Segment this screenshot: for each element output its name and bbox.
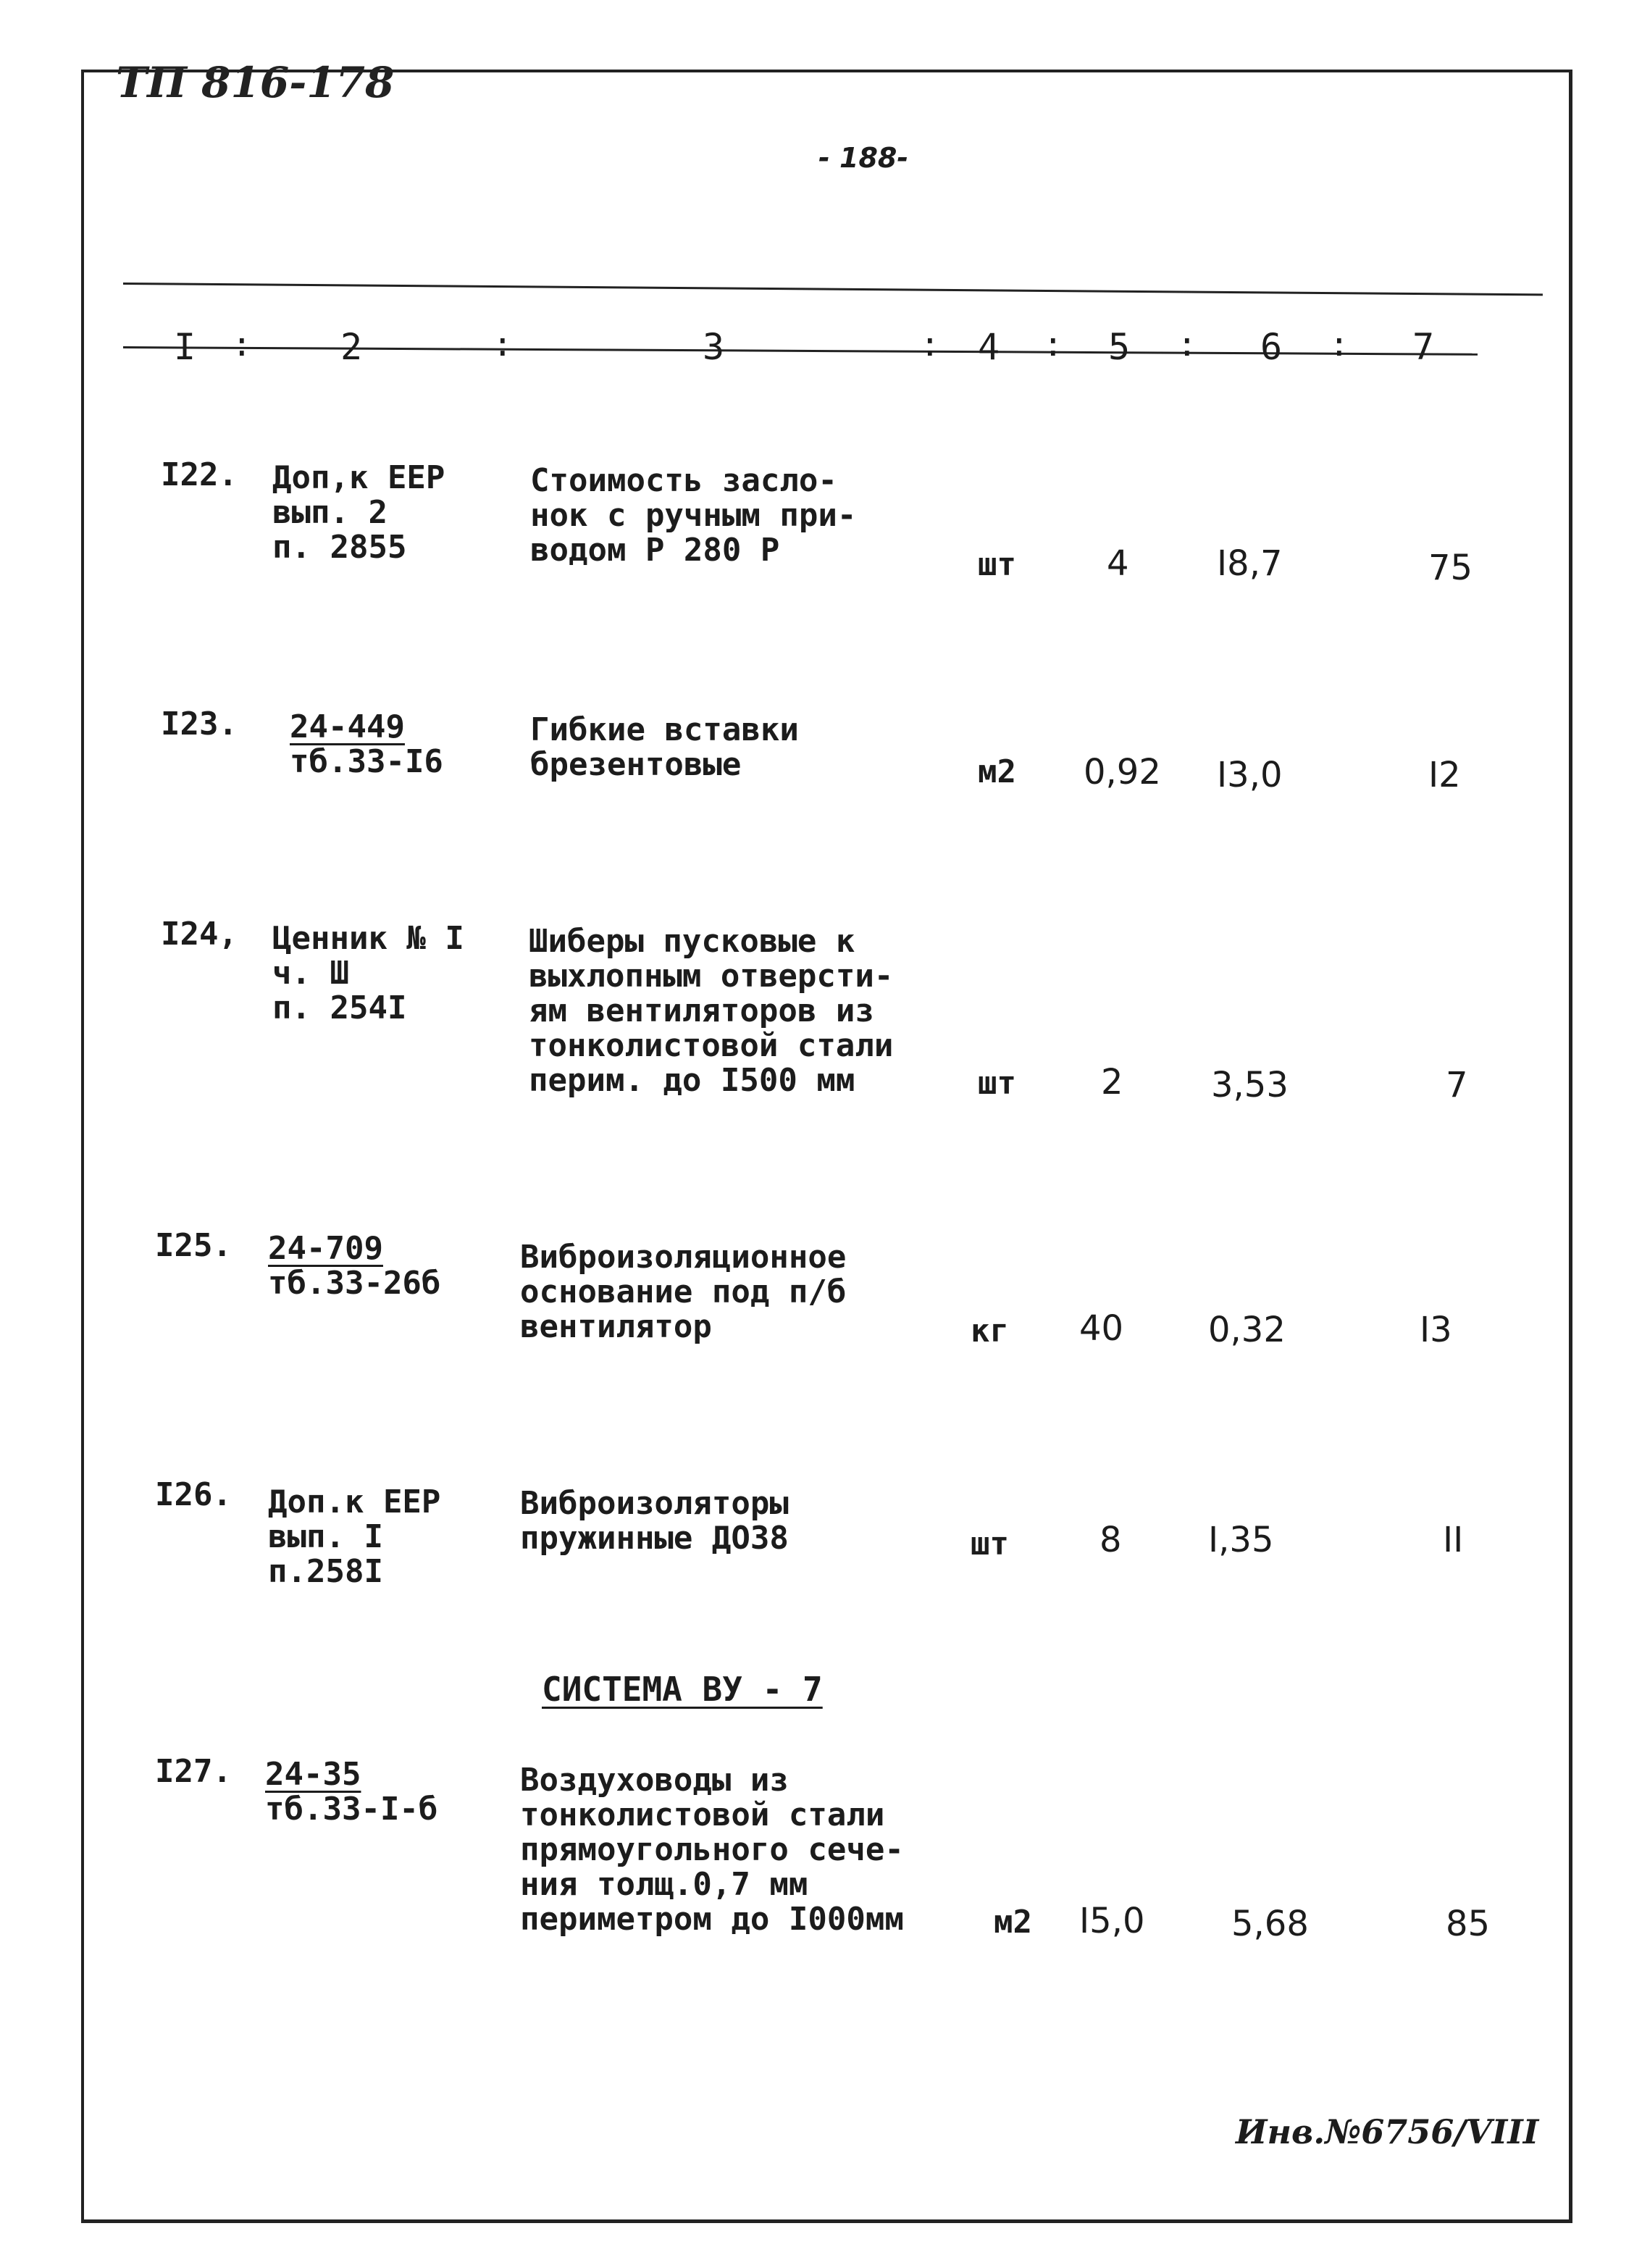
- row-reference: Доп,к ЕЕР вып. 2 п. 2855: [272, 459, 445, 566]
- row-total: I2: [1428, 755, 1461, 795]
- row-number: I25.: [155, 1227, 232, 1264]
- column-separator: :: [1043, 325, 1063, 364]
- row-unit: шт: [978, 1065, 1016, 1102]
- row-price: 0,32: [1208, 1310, 1286, 1350]
- row-price: 5,68: [1231, 1904, 1309, 1944]
- column-header: 2: [340, 326, 363, 368]
- row-total: I3: [1420, 1310, 1452, 1350]
- page-number: - 188-: [818, 142, 909, 174]
- column-header: 5: [1108, 326, 1131, 368]
- column-separator: :: [920, 325, 940, 364]
- row-quantity: 8: [1099, 1520, 1122, 1560]
- column-separator: :: [232, 325, 252, 364]
- row-reference: 24-709 тб.33-26б: [268, 1230, 441, 1302]
- row-unit: м2: [994, 1904, 1032, 1941]
- row-unit: шт: [971, 1526, 1009, 1562]
- row-description: Шиберы пусковые к выхлопным отверсти- ям вентиляторов из тонколистовой стали перим. до I500 мм: [529, 923, 894, 1099]
- column-separator: :: [1329, 325, 1349, 364]
- row-quantity: 4: [1107, 543, 1129, 584]
- row-number: I27.: [155, 1753, 232, 1790]
- row-description: Стоимость засло- нок с ручным при- водом Р 280 Р: [530, 462, 857, 569]
- section-title: СИСТЕМА ВУ - 7: [542, 1670, 823, 1709]
- row-description: Гибкие вставки брезентовые: [530, 711, 799, 783]
- row-quantity: 40: [1079, 1308, 1124, 1349]
- row-number: I24,: [161, 916, 238, 953]
- row-description: Воздуховоды из тонколистовой стали прямоугольного сече- ния толщ.0,7 мм периметром до I000мм: [520, 1762, 904, 1938]
- row-unit: шт: [978, 546, 1016, 583]
- column-header: 4: [978, 326, 1000, 368]
- row-unit: кг: [971, 1313, 1009, 1349]
- column-header: 7: [1412, 326, 1435, 368]
- row-unit: м2: [978, 753, 1016, 790]
- document-code: ТП 816-178: [116, 58, 395, 107]
- row-reference: 24-35 тб.33-I-б: [265, 1756, 438, 1828]
- row-price: I,35: [1208, 1520, 1274, 1560]
- row-reference: 24-449 тб.33-I6: [290, 708, 443, 780]
- row-price: 3,53: [1211, 1065, 1289, 1105]
- row-quantity: I5,0: [1079, 1901, 1145, 1941]
- row-price: I8,7: [1217, 543, 1283, 584]
- column-separator: :: [1177, 325, 1197, 364]
- row-description: Виброизоляционное основание под п/б вентилятор: [520, 1239, 847, 1345]
- column-separator: :: [493, 325, 513, 364]
- column-header: 3: [703, 326, 725, 368]
- row-price: I3,0: [1217, 755, 1283, 795]
- column-header: 6: [1260, 326, 1283, 368]
- row-description: Виброизоляторы пружинные ДО38: [520, 1485, 789, 1557]
- row-quantity: 0,92: [1084, 752, 1161, 792]
- row-reference: Доп.к ЕЕР вып. I п.258I: [268, 1484, 441, 1590]
- inventory-number: Инв.№6756/VIII: [1236, 2112, 1539, 2151]
- row-total: 85: [1446, 1904, 1491, 1944]
- row-number: I23.: [161, 706, 238, 742]
- row-reference: Ценник № I ч. Ш п. 254I: [272, 920, 464, 1026]
- row-total: 75: [1428, 548, 1473, 588]
- row-total: 7: [1446, 1065, 1468, 1105]
- row-number: I26.: [155, 1476, 232, 1513]
- row-number: I22.: [161, 456, 238, 493]
- column-header: I: [174, 326, 196, 368]
- row-total: II: [1443, 1520, 1464, 1560]
- row-quantity: 2: [1101, 1062, 1123, 1102]
